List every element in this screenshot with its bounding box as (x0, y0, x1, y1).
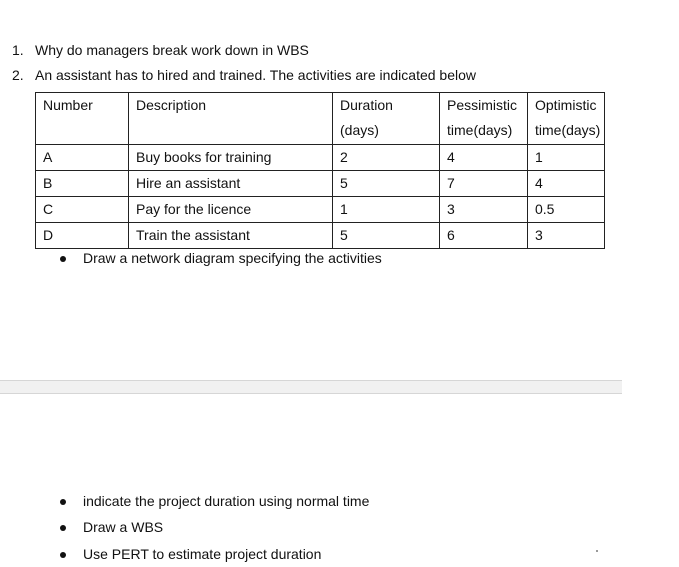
cell-optimistic: 3 (528, 223, 605, 249)
cell-optimistic: 1 (528, 145, 605, 171)
header-description: Description (129, 93, 333, 145)
header-duration (333, 93, 440, 145)
bullet-text: Draw a network diagram specifying the activities (83, 250, 382, 266)
cell-number: B (36, 171, 129, 197)
header-pessimistic-line2: time(days) (447, 122, 513, 138)
cell-optimistic: 4 (528, 171, 605, 197)
header-duration-line2: (days) (340, 122, 379, 138)
bullet-icon (60, 525, 66, 531)
question-1-number: 1. (12, 42, 24, 58)
cell-description: Buy books for training (129, 145, 333, 171)
cell-pessimistic: 6 (440, 223, 528, 249)
bullet-text: Draw a WBS (83, 519, 164, 535)
cell-pessimistic: 4 (440, 145, 528, 171)
bullet-icon (60, 499, 66, 505)
page-separator (0, 380, 622, 394)
header-number: Number (36, 93, 129, 145)
table-row (36, 197, 605, 223)
bullet-icon (60, 256, 66, 262)
question-2-number: 2. (12, 67, 24, 83)
bullet-text: Use PERT to estimate project duration (83, 546, 322, 562)
cell-number: D (36, 223, 129, 249)
question-2-text: An assistant has to hired and trained. The activities are indicated below (35, 67, 476, 83)
header-optimistic-line1: Optimistic (535, 97, 597, 113)
header-duration-line1: Duration (340, 97, 393, 113)
cell-duration: 2 (333, 145, 440, 171)
cell-duration: 5 (333, 223, 440, 249)
bullet-icon (60, 552, 66, 558)
bullet-text: indicate the project duration using normal time (83, 493, 370, 509)
question-1-text: Why do managers break work down in WBS (35, 42, 309, 58)
header-pessimistic-line1: Pessimistic (447, 97, 518, 113)
cell-duration: 5 (333, 171, 440, 197)
stray-mark (596, 550, 598, 552)
cell-description: Train the assistant (129, 223, 333, 249)
table-row (36, 223, 605, 249)
cell-pessimistic: 3 (440, 197, 528, 223)
table-row (36, 171, 605, 197)
cell-pessimistic: 7 (440, 171, 528, 197)
cell-number: C (36, 197, 129, 223)
cell-optimistic: 0.5 (528, 197, 605, 223)
header-optimistic (528, 93, 605, 145)
header-optimistic-line2: time(days) (535, 122, 601, 138)
cell-duration: 1 (333, 197, 440, 223)
activities-table (35, 92, 605, 249)
table-header-row (36, 93, 605, 145)
header-pessimistic (440, 93, 528, 145)
cell-description: Hire an assistant (129, 171, 333, 197)
cell-number: A (36, 145, 129, 171)
cell-description: Pay for the licence (129, 197, 333, 223)
table-row (36, 145, 605, 171)
